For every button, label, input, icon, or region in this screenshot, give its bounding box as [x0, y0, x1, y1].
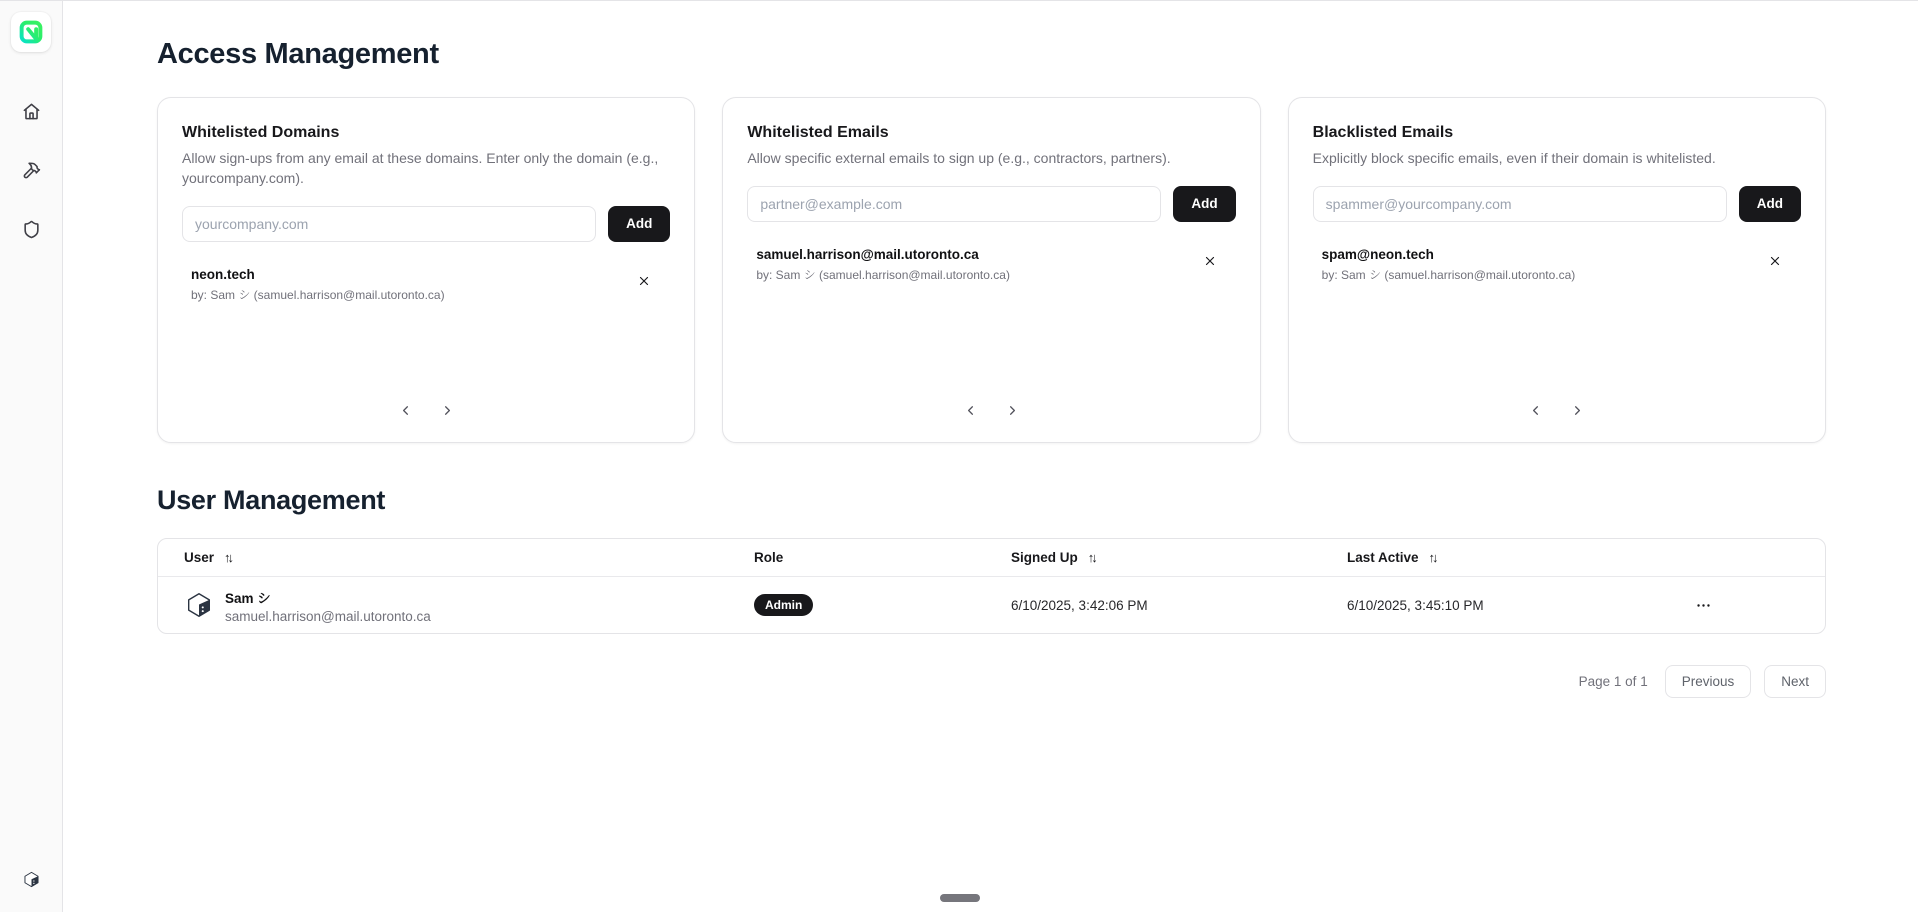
user-identity — [225, 587, 431, 624]
page-indicator: Page 1 of 1 — [1578, 674, 1648, 689]
user-cell — [158, 587, 754, 624]
sidebar-item-tools[interactable] — [14, 153, 48, 187]
sidebar-item-home[interactable] — [14, 94, 48, 128]
actions-cell — [1681, 589, 1825, 621]
remove-item-button[interactable] — [1763, 249, 1787, 273]
sidebar-nav — [14, 94, 48, 246]
list-item — [747, 247, 1235, 283]
table-pagination — [157, 665, 1826, 698]
neon-logo[interactable] — [11, 12, 51, 52]
window-drag-handle[interactable] — [940, 894, 980, 902]
last-active-cell: 6/10/2025, 3:45:10 PM — [1347, 597, 1484, 613]
add-blacklist-row — [1313, 186, 1801, 222]
card-pager — [747, 396, 1235, 428]
add-email-button[interactable]: Add — [1173, 186, 1235, 222]
item-value: neon.tech — [191, 266, 255, 282]
table-header-row — [158, 539, 1825, 577]
card-prev-button[interactable] — [956, 396, 984, 424]
next-page-button[interactable]: Next — [1764, 665, 1826, 698]
hammer-icon — [22, 161, 41, 180]
add-email-row — [747, 186, 1235, 222]
card-description: Allow specific external emails to sign up (e.g., contractors, partners). — [747, 150, 1171, 166]
main-content — [63, 0, 1918, 698]
chevron-left-icon — [1528, 403, 1543, 418]
card-next-button[interactable] — [1564, 396, 1592, 424]
column-header-last-active — [1347, 550, 1681, 565]
card-pager — [182, 396, 670, 428]
card-next-button[interactable] — [433, 396, 461, 424]
chevron-left-icon — [963, 403, 978, 418]
row-actions-button[interactable] — [1687, 589, 1719, 621]
list-item-text — [191, 267, 445, 303]
chevron-right-icon — [1570, 403, 1585, 418]
column-label: Last Active — [1347, 550, 1419, 565]
email-list — [747, 247, 1235, 396]
chevron-right-icon — [1005, 403, 1020, 418]
sort-icon[interactable]: ↑↓ — [224, 550, 232, 565]
user-name: Sam シ — [225, 590, 271, 606]
neon-logo-icon — [16, 17, 46, 47]
blacklist-email-input[interactable] — [1313, 186, 1727, 222]
user-management-title: User Management — [157, 485, 386, 515]
add-blacklist-button[interactable]: Add — [1739, 186, 1801, 222]
column-header-role — [754, 550, 1011, 565]
card-pager — [1313, 396, 1801, 428]
chevron-left-icon — [398, 403, 413, 418]
add-domain-button[interactable]: Add — [608, 206, 670, 242]
x-icon — [1768, 254, 1782, 268]
sort-icon[interactable]: ↑↓ — [1087, 550, 1095, 565]
card-description: Explicitly block specific emails, even if their domain is whitelisted. — [1312, 150, 1716, 166]
card-description: Allow sign-ups from any email at these domains. Enter only the domain (e.g., yourcompany.com). — [182, 150, 659, 186]
access-management-title: Access Management — [157, 38, 439, 70]
page-top-border — [0, 0, 1918, 1]
avatar — [184, 590, 214, 620]
table-row — [158, 577, 1825, 633]
x-icon — [637, 274, 651, 288]
sidebar-footer — [0, 862, 62, 896]
domain-input[interactable] — [182, 206, 596, 242]
add-domain-row — [182, 206, 670, 242]
remove-item-button[interactable] — [1198, 249, 1222, 273]
card-prev-button[interactable] — [1522, 396, 1550, 424]
previous-page-button[interactable]: Previous — [1665, 665, 1752, 698]
signed-up-cell: 6/10/2025, 3:42:06 PM — [1011, 597, 1148, 613]
card-title: Blacklisted Emails — [1312, 124, 1454, 141]
whitelisted-domains-card — [157, 97, 695, 443]
access-cards-row — [157, 97, 1826, 443]
list-item — [1313, 247, 1801, 283]
x-icon — [1203, 254, 1217, 268]
shield-icon — [22, 220, 41, 239]
chevron-right-icon — [440, 403, 455, 418]
home-icon — [22, 102, 41, 121]
users-table — [157, 538, 1826, 634]
sidebar-item-security[interactable] — [14, 212, 48, 246]
column-header-signed-up — [1011, 550, 1347, 565]
column-label: User — [184, 550, 215, 565]
list-item-text — [1322, 247, 1576, 283]
role-badge: Admin — [754, 594, 813, 616]
domain-list — [182, 267, 670, 396]
role-cell — [754, 594, 1011, 616]
whitelisted-emails-card — [722, 97, 1260, 443]
blacklist-list — [1313, 247, 1801, 396]
item-added-by: by: Sam シ (samuel.harrison@mail.utoronto.ca) — [756, 267, 1010, 282]
remove-item-button[interactable] — [632, 269, 656, 293]
column-label: Signed Up — [1011, 550, 1078, 565]
sidebar-cube-button[interactable] — [14, 862, 48, 896]
card-next-button[interactable] — [998, 396, 1026, 424]
cube-avatar-icon — [184, 590, 214, 620]
sort-icon[interactable]: ↑↓ — [1428, 550, 1436, 565]
item-value: spam@neon.tech — [1321, 246, 1434, 262]
item-added-by: by: Sam シ (samuel.harrison@mail.utoronto.ca) — [191, 287, 445, 302]
column-label: Role — [754, 550, 784, 565]
item-value: samuel.harrison@mail.utoronto.ca — [756, 246, 979, 262]
cube-icon — [22, 870, 41, 889]
card-title: Whitelisted Emails — [747, 124, 889, 141]
blacklisted-emails-card — [1288, 97, 1826, 443]
ellipsis-icon — [1695, 597, 1712, 614]
whitelist-email-input[interactable] — [747, 186, 1161, 222]
sidebar — [0, 0, 63, 912]
user-email: samuel.harrison@mail.utoronto.ca — [225, 608, 431, 624]
list-item — [182, 267, 670, 303]
list-item-text — [756, 247, 1010, 283]
column-header-user — [158, 550, 754, 565]
card-title: Whitelisted Domains — [182, 124, 340, 141]
item-added-by: by: Sam シ (samuel.harrison@mail.utoronto.ca) — [1321, 267, 1576, 282]
card-prev-button[interactable] — [391, 396, 419, 424]
